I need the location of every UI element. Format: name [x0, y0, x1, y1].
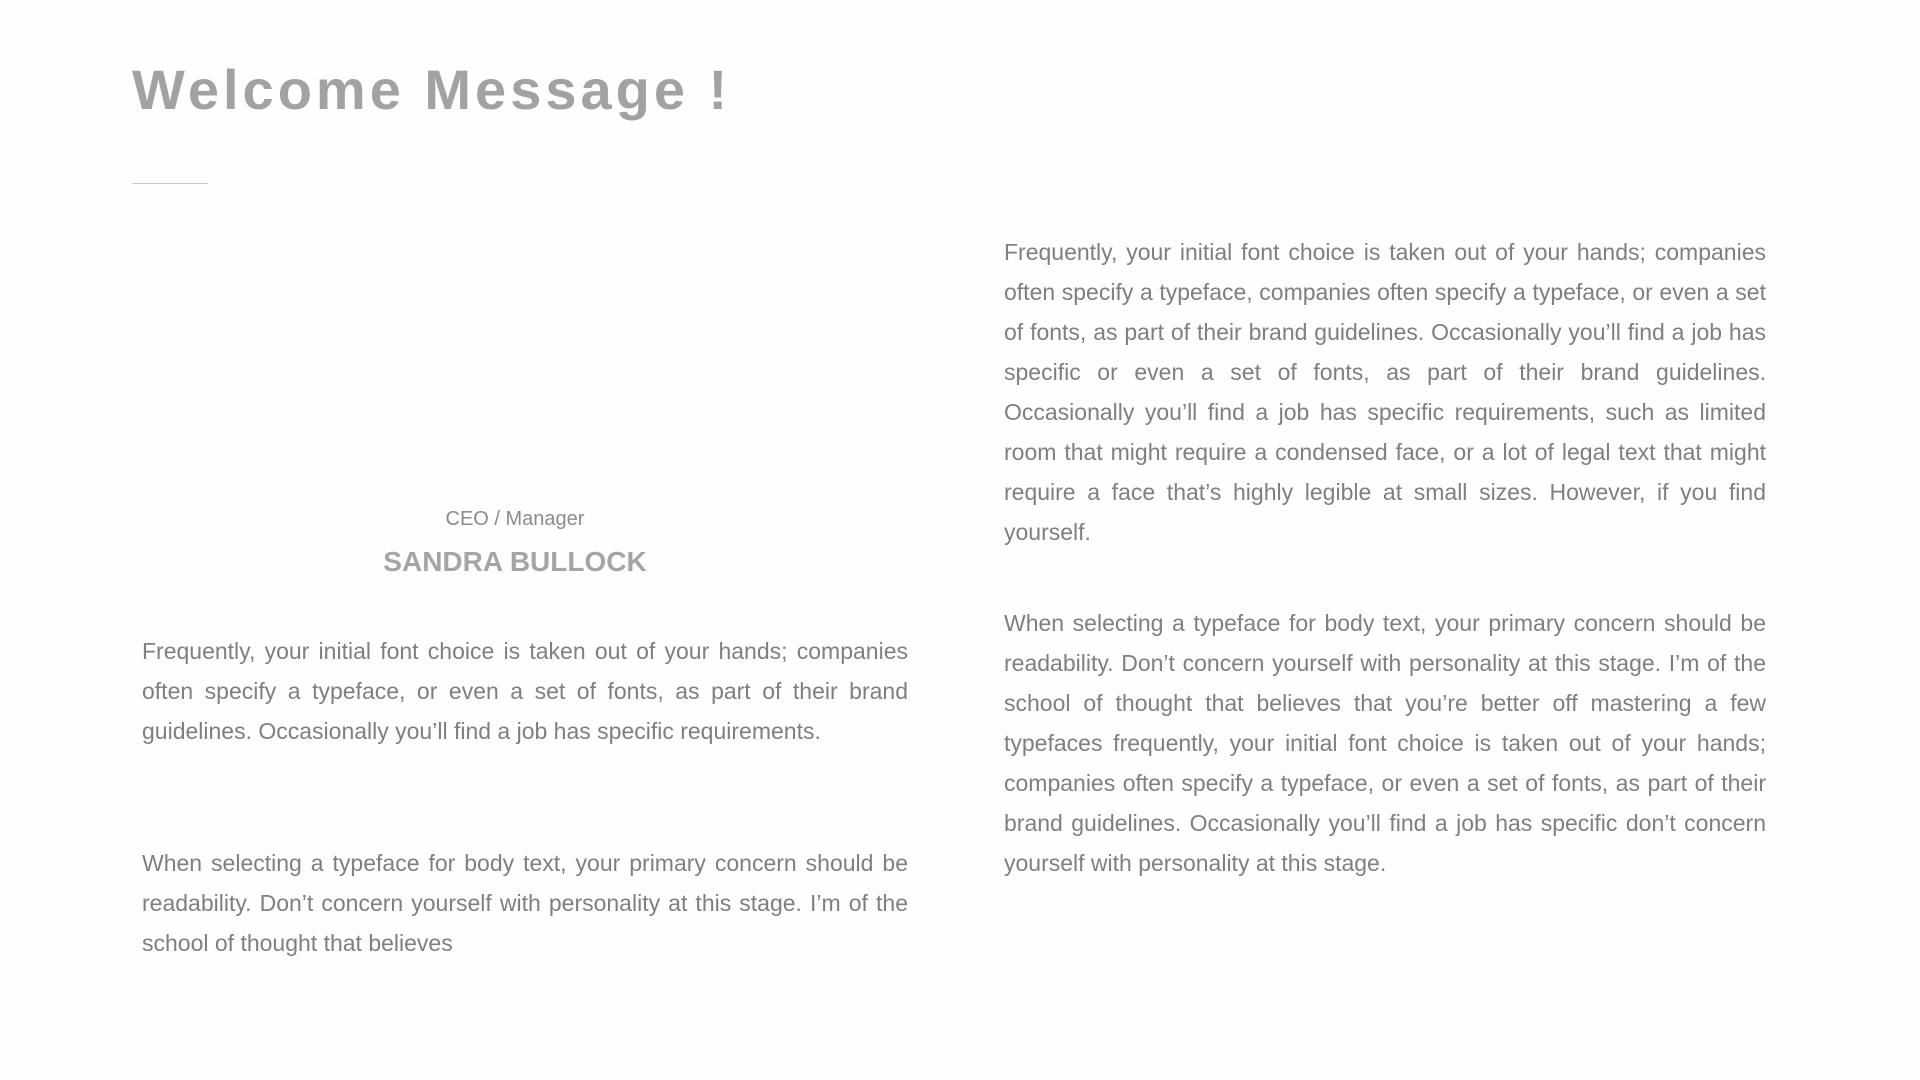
page-title: Welcome Message ! [132, 58, 732, 121]
left-paragraph-1: Frequently, your initial font choice is taken out of your hands; companies often specify a typeface, or even a set of fonts, as part of their brand guidelines. Occasionally you’ll find a job has specific requirements. [142, 638, 908, 744]
right-paragraph-2: When selecting a typeface for body text, your primary concern should be readability. Don’t concern yourself with personality at this stage. I’m of the school of thought that believes that you’re better off mastering a few typefaces frequently, your initial font choice is taken out of your hands; companies often specify a typeface, or even a set of fonts, as part of their brand guidelines. Occasionally you’ll find a job has specific don’t concern yourself with personality at this stage. [1004, 610, 1766, 876]
right-paragraph-1: Frequently, your initial font choice is taken out of your hands; companies often specify a typeface, companies often specify a typeface, or even a set of fonts, as part of their brand guidelines. Occasionally you’ll find a job has specific or even a set of fonts, as part of their brand guidelines. Occasionally you’ll find a job has specific requirements, such as limited room that might require a condensed face, or a lot of legal text that might require a face that’s highly legible at small sizes. However, if you find yourself. [1004, 239, 1766, 545]
profile-role: CEO / Manager [445, 508, 585, 530]
profile-name: SANDRA BULLOCK [383, 546, 647, 577]
title-underline-divider [132, 183, 208, 184]
left-paragraph-2: When selecting a typeface for body text, your primary concern should be readability. Don’t concern yourself with personality at this stage. I’m of the school of thought that believes [142, 850, 908, 956]
